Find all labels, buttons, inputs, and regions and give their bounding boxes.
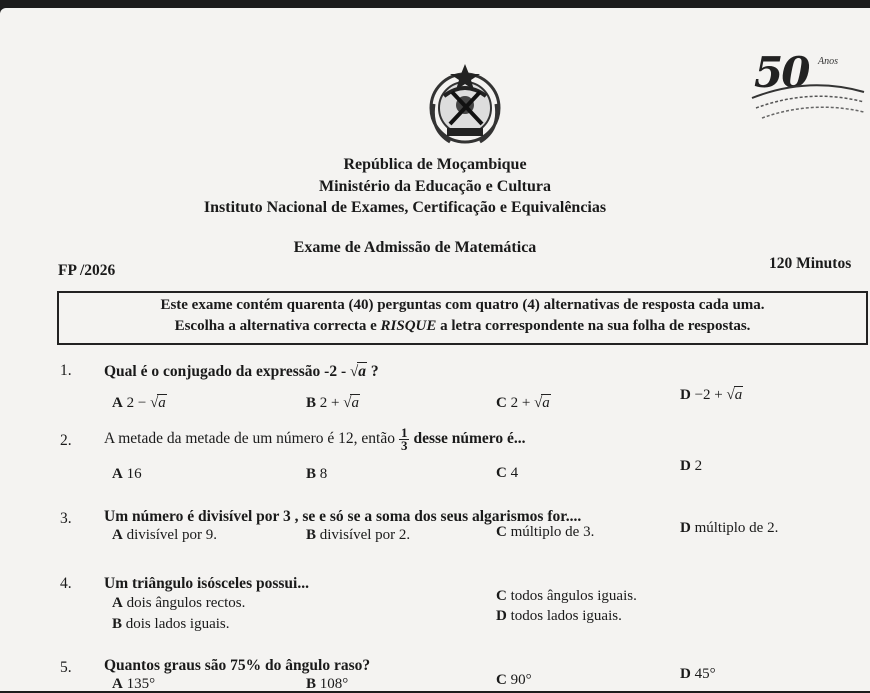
q4-option-a[interactable] xyxy=(112,595,245,612)
q1-option-a-text: 2 − xyxy=(126,395,151,411)
q4-option-a-letter: A xyxy=(112,595,123,611)
ministry-title: Ministério da Educação e Cultura xyxy=(319,178,551,195)
q3-option-a[interactable] xyxy=(112,527,217,544)
institute-title: Instituto Nacional de Exames, Certificação e Equivalências xyxy=(203,199,607,216)
q3-option-b-text: divisível por 2. xyxy=(319,527,411,543)
q3-option-c[interactable] xyxy=(496,524,594,541)
q5-option-d[interactable] xyxy=(680,666,716,683)
q2-option-a-text: 16 xyxy=(126,466,142,482)
question-4-text: Um triângulo isósceles possui... xyxy=(104,575,309,592)
q3-option-c-text: múltiplo de 3. xyxy=(510,524,595,540)
question-2-text-start: A metade da metade de um número é 12, então xyxy=(104,430,395,447)
instructions-line-2 xyxy=(59,318,866,335)
q1-option-b-text: 2 + xyxy=(319,395,344,411)
q1-option-c[interactable]: C 2 + √a xyxy=(496,395,550,411)
q1-option-d-letter: D xyxy=(680,387,691,403)
q1-option-b-letter: B xyxy=(306,395,317,411)
question-1-text-end: ? xyxy=(367,363,379,380)
q2-option-a[interactable] xyxy=(112,466,142,483)
q1-option-b[interactable]: B 2 + √a xyxy=(306,395,359,411)
q3-option-b[interactable] xyxy=(306,527,410,544)
q1-option-d[interactable]: D −2 + √a xyxy=(680,387,743,403)
q3-option-d[interactable] xyxy=(680,520,778,537)
anniversary-number: 50 xyxy=(754,48,809,97)
q4-option-d-text: todos lados iguais. xyxy=(510,608,622,624)
question-4-number: 4. xyxy=(60,575,72,592)
q1-option-d-radicand: a xyxy=(734,387,743,403)
question-1-text: Qual é o conjugado da expressão -2 - √a ? xyxy=(104,363,379,380)
instructions-box xyxy=(57,291,868,345)
q1-option-c-text: 2 + xyxy=(510,395,535,411)
instructions-line-1: Este exame contém quarenta (40) perguntas com quatro (4) alternativas de resposta cada uma. xyxy=(160,297,765,313)
q2-option-d-text: 2 xyxy=(694,458,703,474)
q2-option-d-letter: D xyxy=(680,458,691,474)
question-2-text xyxy=(104,424,526,454)
q5-option-b-letter: B xyxy=(306,676,317,692)
q5-option-a-text: 135° xyxy=(126,676,156,692)
q5-option-d-text: 45° xyxy=(694,666,716,682)
q2-option-d[interactable] xyxy=(680,458,702,475)
mozambique-emblem-icon xyxy=(420,60,510,150)
q4-option-d[interactable] xyxy=(496,608,622,625)
question-3-number: 3. xyxy=(60,510,72,527)
q3-option-c-letter: C xyxy=(496,524,507,540)
question-3-text: Um número é divisível por 3 , se e só se a soma dos seus algarismos for.... xyxy=(104,508,582,525)
q3-option-b-letter: B xyxy=(306,527,317,543)
q4-option-c-text: todos ângulos iguais. xyxy=(510,588,637,604)
q2-option-c-text: 4 xyxy=(510,465,519,481)
q4-option-a-text: dois ângulos rectos. xyxy=(126,595,246,611)
republic-title: República de Moçambique xyxy=(343,156,527,173)
exam-paper xyxy=(0,8,870,691)
q5-option-d-letter: D xyxy=(680,666,691,682)
q5-option-a[interactable] xyxy=(112,676,155,693)
q2-option-b-text: 8 xyxy=(319,466,328,482)
q1-option-c-letter: C xyxy=(496,395,507,411)
q4-option-d-letter: D xyxy=(496,608,507,624)
q2-option-c-letter: C xyxy=(496,465,507,481)
q5-option-a-letter: A xyxy=(112,676,123,692)
q1-option-b-radicand: a xyxy=(351,395,359,411)
question-2-fraction xyxy=(399,424,410,453)
anniversary-swoosh-icon xyxy=(748,48,866,126)
question-5-number: 5. xyxy=(60,659,72,676)
q5-option-b[interactable] xyxy=(306,676,348,693)
q2-option-c[interactable] xyxy=(496,465,518,482)
q2-option-b[interactable] xyxy=(306,466,327,483)
q3-option-d-letter: D xyxy=(680,520,691,536)
exam-duration: 120 Minutos xyxy=(769,255,852,272)
anniversary-logo xyxy=(748,48,866,126)
q4-option-b-text: dois lados iguais. xyxy=(125,616,230,632)
question-1-text-start: Qual é o conjugado da expressão -2 - xyxy=(104,363,351,380)
instructions-line-2-end: a letra correspondente na sua folha de respostas. xyxy=(436,318,751,334)
q2-option-a-letter: A xyxy=(112,466,123,482)
q4-option-b[interactable] xyxy=(112,616,230,633)
question-2-number: 2. xyxy=(60,432,72,449)
anniversary-word: Anos xyxy=(818,56,838,67)
question-5-text: Quantos graus são 75% do ângulo raso? xyxy=(104,657,371,674)
q5-option-c[interactable] xyxy=(496,672,532,689)
instructions-emphasis: RISQUE xyxy=(380,318,437,334)
q5-option-c-letter: C xyxy=(496,672,507,688)
q3-option-a-text: divisível por 9. xyxy=(126,527,218,543)
fraction-numerator: 1 xyxy=(400,424,408,440)
q3-option-d-text: múltiplo de 2. xyxy=(694,520,779,536)
q2-option-b-letter: B xyxy=(306,466,317,482)
fraction-denominator: 3 xyxy=(400,437,408,453)
q4-option-b-letter: B xyxy=(112,616,123,632)
q1-option-a-radicand: a xyxy=(158,395,166,411)
q5-option-b-text: 108° xyxy=(319,676,349,692)
q5-option-c-text: 90° xyxy=(510,672,532,688)
exam-code: FP /2026 xyxy=(58,262,116,279)
q1-option-c-radicand: a xyxy=(542,395,550,411)
q3-option-a-letter: A xyxy=(112,527,123,543)
question-1-radicand: a xyxy=(358,363,366,380)
q4-option-c-letter: C xyxy=(496,588,507,604)
question-2-text-end: desse número é... xyxy=(413,430,526,447)
q1-option-a[interactable]: A 2 − √a xyxy=(112,395,166,411)
q4-option-c[interactable] xyxy=(496,588,637,605)
q1-option-a-letter: A xyxy=(112,395,123,411)
instructions-line-2-start: Escolha a alternativa correcta e xyxy=(174,318,381,334)
exam-title: Exame de Admissão de Matemática xyxy=(293,239,537,256)
question-1-number: 1. xyxy=(60,362,72,379)
q1-option-d-text: −2 + xyxy=(694,387,727,403)
